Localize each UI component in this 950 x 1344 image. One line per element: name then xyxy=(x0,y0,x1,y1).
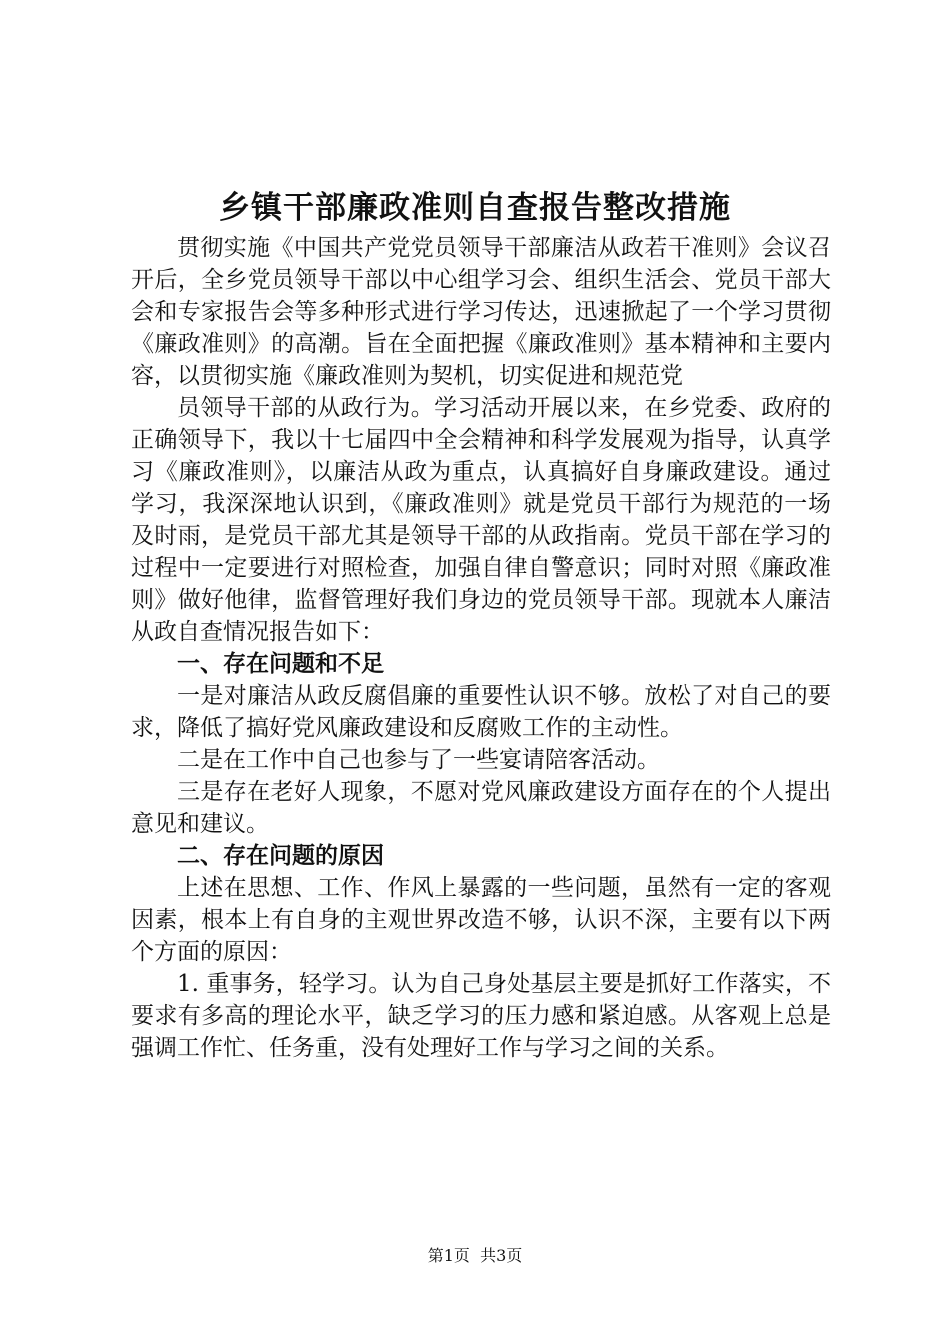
section-heading: 一、存在问题和不足 xyxy=(177,651,384,677)
paragraph: 员领导干部的从政行为。学习活动开展以来，在乡党委、政府的正确领导下，我以十七届四中全会精神和科学发展观为指导，认真学习《廉政准则》，以廉洁从政为重点，认真搞好自身廉政建设。通过学习，我深深地认识到，《廉政准则》就是党员干部行为规范的一场及时雨，是党员干部尤其是领导干部的从政指南。党员干部在学习的过程中一定要进行对照检查，加强自律自警意识；同时对照《廉政准则》做好他律，监督管理好我们身边的党员领导干部。现就本人廉洁从政自查情况报告如下： xyxy=(131,395,831,645)
page-total: 共3页 xyxy=(480,1246,523,1265)
paragraph: 上述在思想、工作、作风上暴露的一些问题，虽然有一定的客观因素，根本上有自身的主观世界改造不够，认识不深，主要有以下两个方面的原因： xyxy=(131,875,831,965)
paragraph: 二是在工作中自己也参与了一些宴请陪客活动。 xyxy=(177,747,660,773)
paragraph: 一是对廉洁从政反腐倡廉的重要性认识不够。放松了对自己的要求，降低了搞好党风廉政建设和反腐败工作的主动性。 xyxy=(131,683,831,741)
document-body xyxy=(131,232,831,1064)
paragraph: 贯彻实施《中国共产党党员领导干部廉洁从政若干准则》会议召开后，全乡党员领导干部以中心组学习会、组织生活会、党员干部大会和专家报告会等多种形式进行学习传达，迅速掀起了一个学习贯彻《廉政准则》的高潮。旨在全面把握《廉政准则》基本精神和主要内容，以贯彻实施《廉政准则为契机，切实促进和规范党 xyxy=(131,235,831,389)
paragraph: 三是存在老好人现象，不愿对党风廉政建设方面存在的个人提出意见和建议。 xyxy=(131,779,831,837)
page-footer xyxy=(0,1245,950,1267)
section-heading: 二、存在问题的原因 xyxy=(177,843,384,869)
page-title: 乡镇干部廉政准则自查报告整改措施 xyxy=(219,190,731,226)
paragraph: 1. 重事务，轻学习。认为自己身处基层主要是抓好工作落实，不要求有多高的理论水平，缺乏学习的压力感和紧迫感。从客观上总是强调工作忙、任务重，没有处理好工作与学习之间的关系。 xyxy=(131,971,831,1061)
page-number: 第1页 xyxy=(427,1246,470,1265)
